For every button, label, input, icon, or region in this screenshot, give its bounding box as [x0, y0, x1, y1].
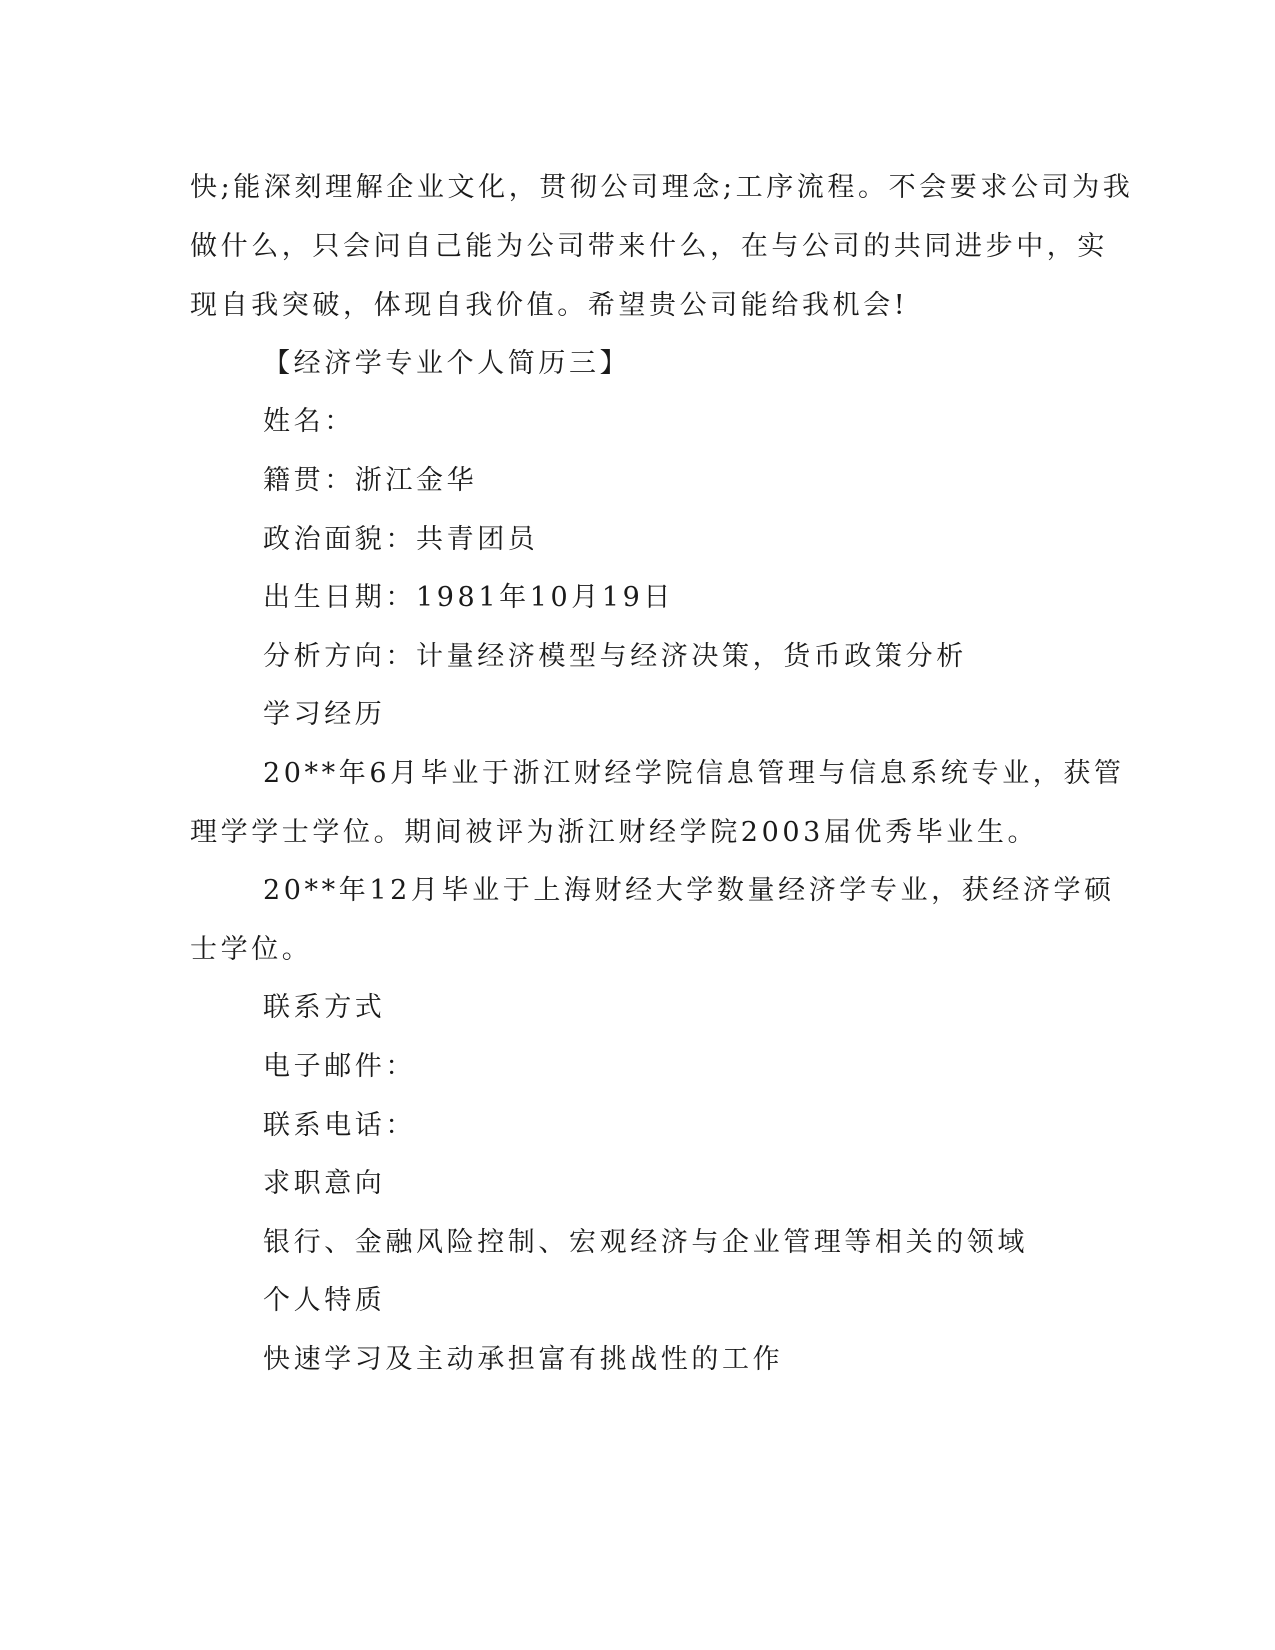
personal-traits-text: 快速学习及主动承担富有挑战性的工作 [263, 1344, 784, 1375]
job-intention-text: 银行、金融风险控制、宏观经济与企业管理等相关的领域 [263, 1227, 1028, 1258]
email-field: 电子邮件： [263, 1051, 416, 1082]
birth-date-field: 出生日期：1981年10月19日 [263, 582, 675, 613]
paragraph-line: 快;能深刻理解企业文化，贯彻公司理念;工序流程。不会要求公司为我 [190, 172, 1134, 203]
job-intention-heading: 求职意向 [263, 1168, 386, 1199]
section-heading: 【经济学专业个人简历三】 [263, 348, 631, 379]
political-status-field: 政治面貌：共青团员 [263, 524, 539, 555]
education-entry-line: 士学位。 [190, 934, 313, 965]
paragraph-line: 做什么，只会问自己能为公司带来什么，在与公司的共同进步中，实 [190, 231, 1108, 262]
contact-heading: 联系方式 [263, 992, 386, 1023]
name-field: 姓名： [263, 406, 355, 437]
education-entry-line: 20**年12月毕业于上海财经大学数量经济学专业，获经济学硕 [263, 875, 1115, 906]
phone-field: 联系电话： [263, 1110, 416, 1141]
education-entry-line: 理学学士学位。期间被评为浙江财经学院2003届优秀毕业生。 [190, 817, 1039, 848]
education-entry-line: 20**年6月毕业于浙江财经学院信息管理与信息系统专业，获管 [263, 758, 1125, 789]
personal-traits-heading: 个人特质 [263, 1285, 386, 1316]
paragraph-line: 现自我突破，体现自我价值。希望贵公司能给我机会! [190, 290, 909, 321]
hometown-field: 籍贯：浙江金华 [263, 465, 478, 496]
education-heading: 学习经历 [263, 699, 386, 730]
research-direction-field: 分析方向：计量经济模型与经济决策，货币政策分析 [263, 641, 967, 672]
